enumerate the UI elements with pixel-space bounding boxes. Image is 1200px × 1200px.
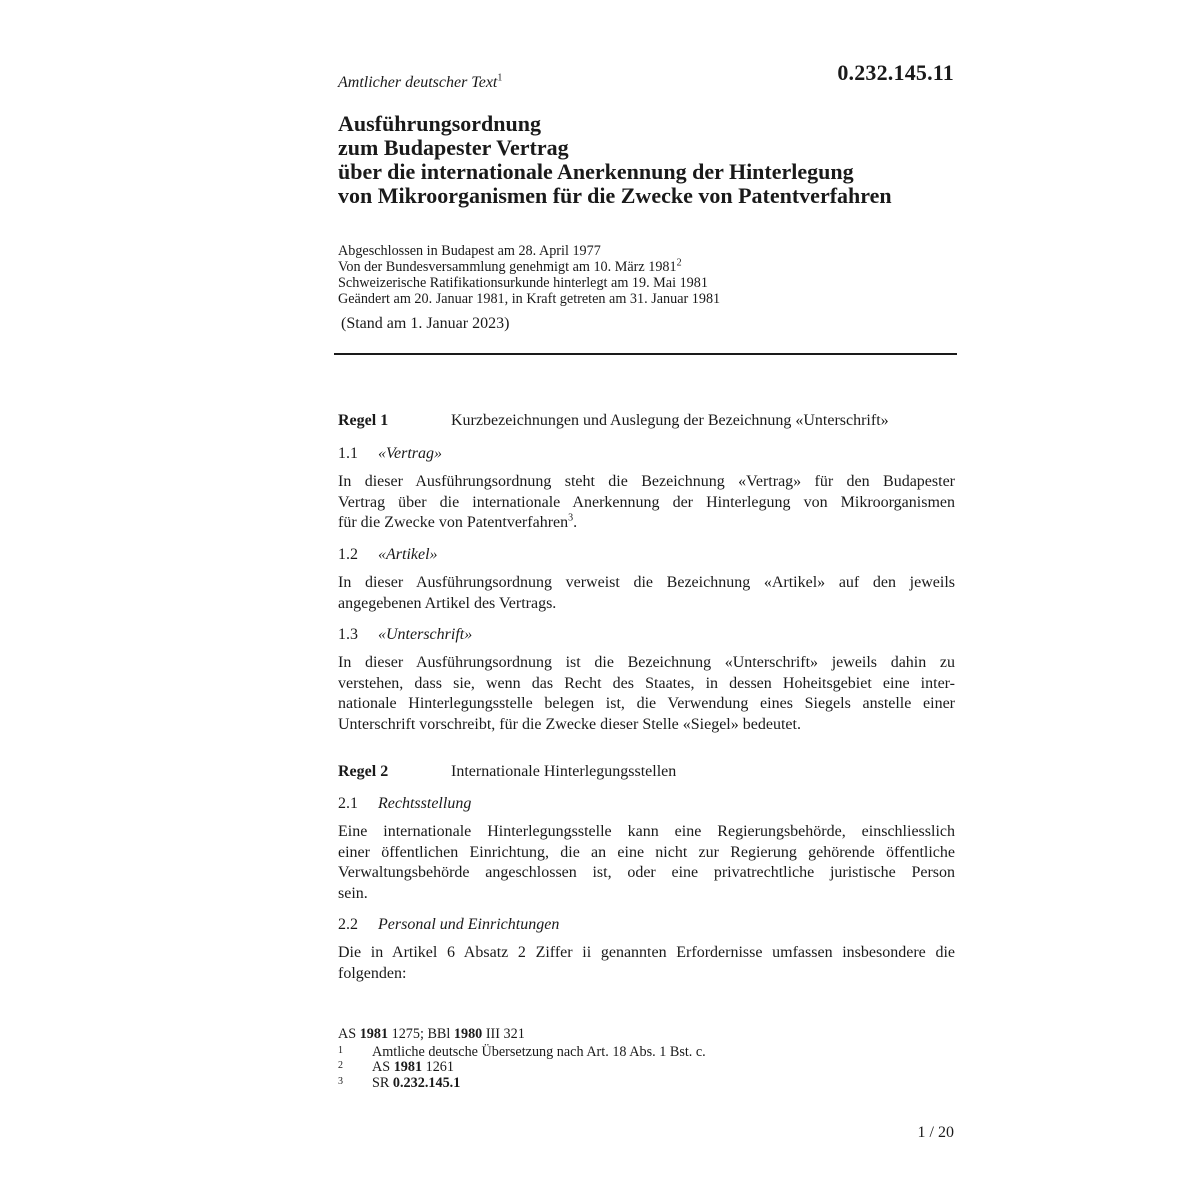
footnote-number: 2 xyxy=(338,1060,343,1071)
regel-title: Internationale Hinterlegungsstellen xyxy=(451,763,677,780)
regel-title: Kurzbezeichnungen und Auslegung der Bezeichnung «Unterschrift» xyxy=(451,412,889,429)
regel-2-heading xyxy=(338,763,955,781)
footnote-ref[interactable]: 2 xyxy=(676,257,682,269)
sr-number: 0.232.145.11 xyxy=(837,60,954,85)
section-2-1-heading xyxy=(338,795,471,813)
official-text-note: Amtlicher deutscher Text$^1$ xyxy=(338,72,503,91)
header-divider xyxy=(334,353,957,355)
section-title: «Unterschrift» xyxy=(378,626,473,643)
section-2-2-heading xyxy=(338,916,559,934)
section-number: 1.3 xyxy=(338,626,358,643)
regel-label: Regel 1 xyxy=(338,412,389,429)
document-meta xyxy=(338,243,955,307)
status-date: (Stand am 1. Januar 2023) xyxy=(341,315,510,332)
section-2-1-text: Eine internationale Hinterlegungsstelle kann eine Regierungsbehörde, einschliesslich einer öffentlichen Einrichtung, die an eine nicht zur Regierung gehörende öffentliche Verwaltungsbehörde angeschlossen ist, oder eine privatrechtliche juristische Person sein. xyxy=(338,823,955,902)
section-1-1-heading xyxy=(338,445,442,463)
section-2-2-text: Die in Artikel 6 Absatz 2 Ziffer ii genannten Erfordernisse umfassen insbesondere die folgenden: xyxy=(338,944,955,982)
section-number: 2.1 xyxy=(338,795,358,812)
meta-ratification: Schweizerische Ratifikationsurkunde hinterlegt am 19. Mai 1981 xyxy=(338,275,708,291)
regel-label: Regel 2 xyxy=(338,763,389,780)
title-line: zum Budapester Vertrag xyxy=(338,135,569,160)
regel-1-heading xyxy=(338,412,955,430)
footnote-item xyxy=(338,1045,955,1061)
section-title: Rechtsstellung xyxy=(378,795,472,812)
title-line: über die internationale Anerkennung der Hinterlegung xyxy=(338,159,854,184)
document-title xyxy=(338,112,955,208)
footnote-number: 1 xyxy=(338,1044,343,1056)
section-number: 1.2 xyxy=(338,546,358,563)
footnote-item xyxy=(338,1076,955,1092)
section-1-2-heading xyxy=(338,546,438,564)
footnote-source: AS 1981 1275; BBl 1980 III 321 xyxy=(338,1026,525,1042)
section-1-3-text: In dieser Ausführungsordnung ist die Bezeichnung «Unterschrift» jeweils dahin zu verstehen, dass sie, wenn das Recht des Staates, in dessen Hoheitsgebiet eine inter- nationale Hinterlegungsstelle belegen ist, die Verwendung eines Siegels anstelle einer Unterschrift vorschreibt, für die Zwecke dieser Stelle «Siegel» bedeutet. xyxy=(338,654,955,733)
section-1-1-text: In dieser Ausführungsordnung steht die Bezeichnung «Vertrag» für den Budapester Vertrag über die internationale Anerkennung der Hinterlegung von Mikroorganismen für die Zwecke von Patentverfahren$^3$. xyxy=(338,473,955,531)
meta-approved: Von der Bundesversammlung genehmigt am 10. März 1981$^2$ xyxy=(338,257,682,275)
section-number: 2.2 xyxy=(338,916,358,933)
footnote-ref[interactable]: 1 xyxy=(497,72,503,84)
title-line: von Mikroorganismen für die Zwecke von Patentverfahren xyxy=(338,183,892,208)
section-title: «Vertrag» xyxy=(378,445,442,462)
section-number: 1.1 xyxy=(338,445,358,462)
section-1-3-heading xyxy=(338,626,472,644)
footnote-ref[interactable]: 3 xyxy=(568,512,574,524)
title-line: Ausführungsordnung xyxy=(338,111,541,136)
footnote-text: Amtliche deutsche Übersetzung nach Art. 18 Abs. 1 Bst. c. xyxy=(372,1043,706,1060)
footnote-item xyxy=(338,1060,955,1076)
section-title: Personal und Einrichtungen xyxy=(378,916,560,933)
page-number: 1 / 20 xyxy=(917,1124,954,1141)
meta-concluded: Abgeschlossen in Budapest am 28. April 1977 xyxy=(338,243,601,259)
section-title: «Artikel» xyxy=(378,546,438,563)
meta-amended: Geändert am 20. Januar 1981, in Kraft getreten am 31. Januar 1981 xyxy=(338,291,721,307)
footnote-text: SR 0.232.145.1 xyxy=(372,1074,461,1091)
footnotes xyxy=(338,1027,955,1091)
footnote-text: AS 1981 1261 xyxy=(372,1059,454,1075)
footnote-number: 3 xyxy=(338,1075,343,1087)
section-1-2-text: In dieser Ausführungsordnung verweist die Bezeichnung «Artikel» auf den jeweils angegebenen Artikel des Vertrags. xyxy=(338,574,955,612)
